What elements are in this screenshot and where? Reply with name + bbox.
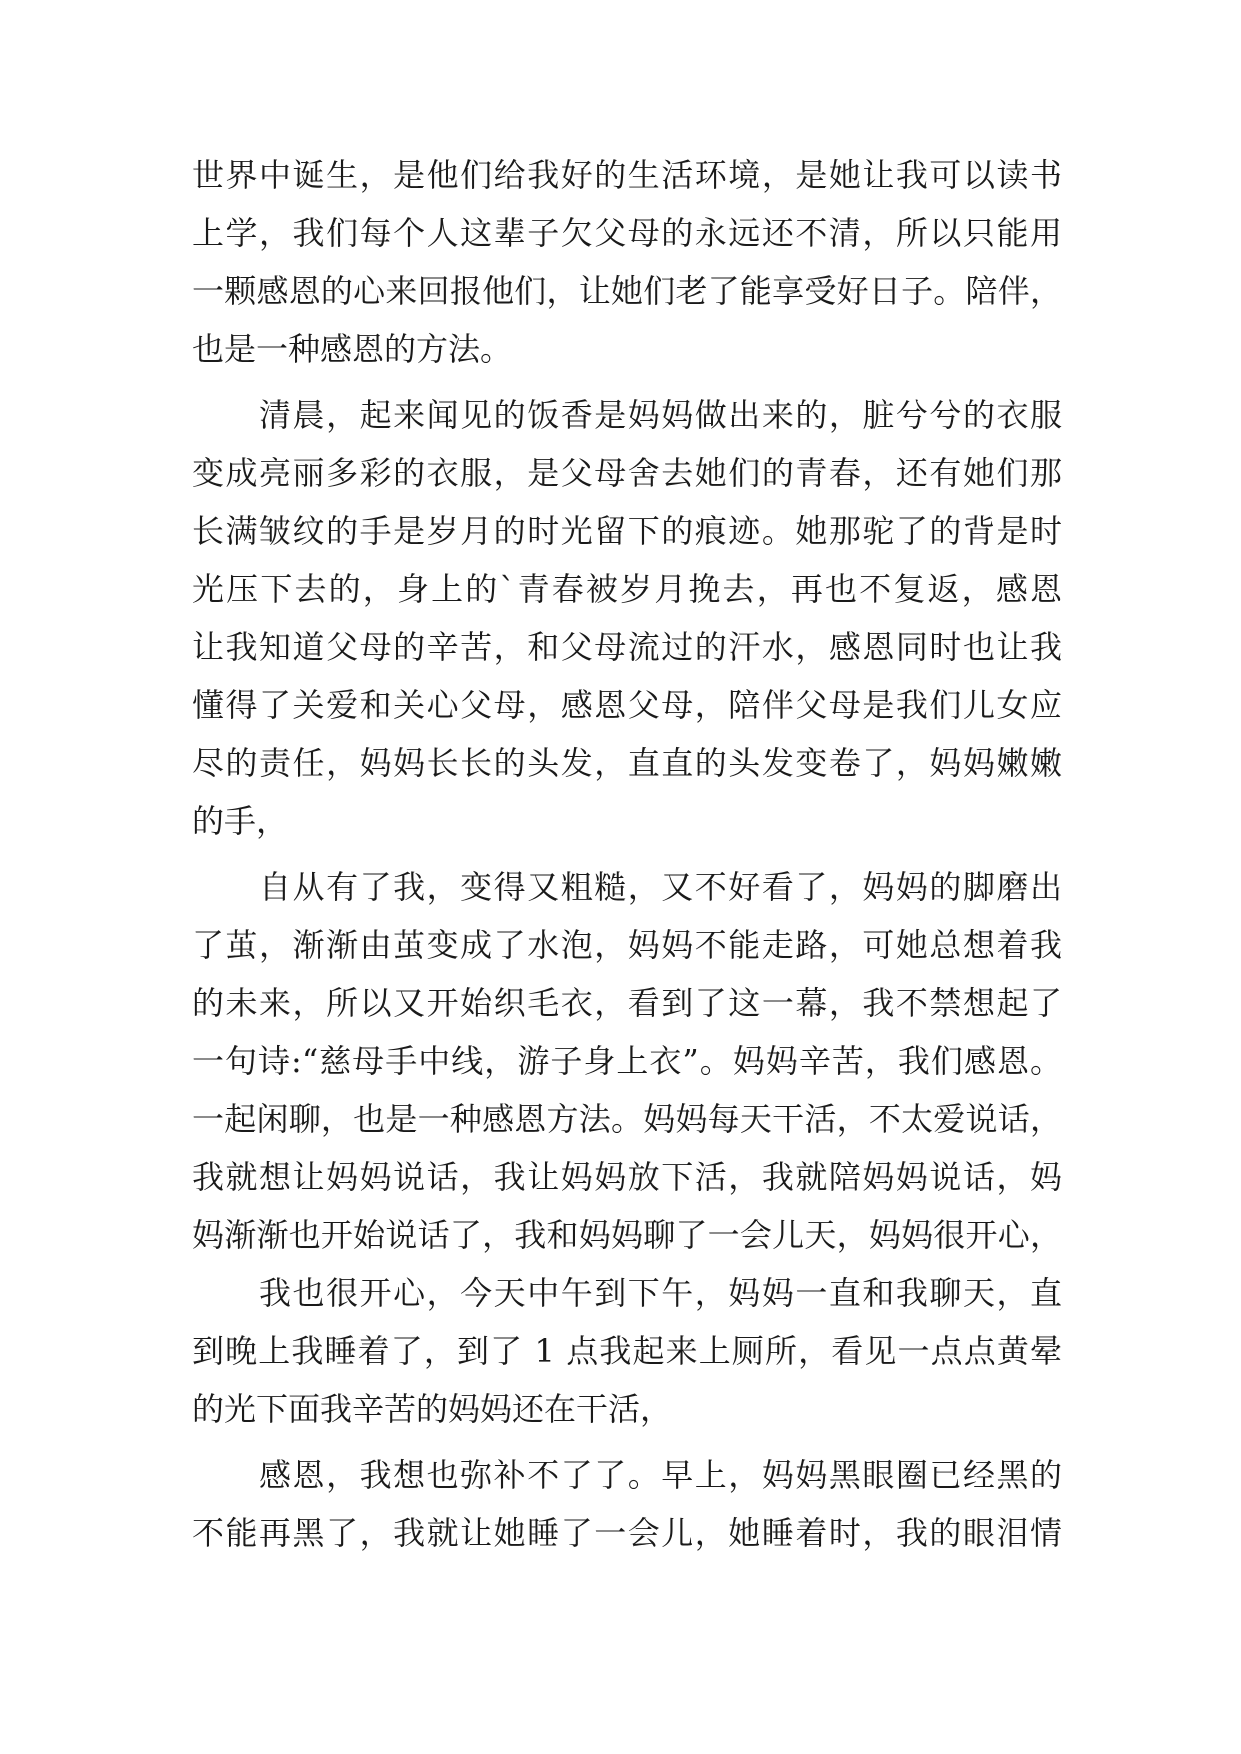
text-line: 长满皱纹的手是岁月的时光留下的痕迹。她那驼了的背是时 — [192, 512, 1062, 550]
text-line: 感恩，我想也弥补不了了。早上，妈妈黑眼圈已经黑的 — [192, 1456, 1062, 1494]
text-line: 的光下面我辛苦的妈妈还在干活， — [192, 1390, 673, 1428]
text-line: 的未来，所以又开始织毛衣，看到了这一幕，我不禁想起了 — [192, 984, 1062, 1022]
text-line: 一颗感恩的心来回报他们，让她们老了能享受好日子。陪伴， — [192, 272, 1062, 310]
paragraph — [192, 1264, 1062, 1438]
paragraph-gap — [192, 378, 1062, 386]
text-line: 上学，我们每个人这辈子欠父母的永远还不清，所以只能用 — [192, 214, 1062, 252]
paragraph-gap — [192, 850, 1062, 858]
paragraph — [192, 858, 1062, 1264]
text-line: 自从有了我，变得又粗糙，又不好看了，妈妈的脚磨出 — [192, 868, 1062, 906]
text-line: 也是一种感恩的方法。 — [192, 330, 513, 368]
text-line: 一起闲聊，也是一种感恩方法。妈妈每天干活，不太爱说话， — [192, 1100, 1062, 1138]
text-line: 世界中诞生，是他们给我好的生活环境，是她让我可以读书 — [192, 156, 1062, 194]
document-body — [192, 146, 1062, 1562]
text-line: 的手， — [192, 802, 289, 840]
text-line: 了茧，渐渐由茧变成了水泡，妈妈不能走路，可她总想着我 — [192, 926, 1062, 964]
text-line: 我也很开心，今天中午到下午，妈妈一直和我聊天，直 — [192, 1274, 1062, 1312]
text-line: 到晚上我睡着了，到了 1 点我起来上厕所，看见一点点黄晕 — [192, 1332, 1062, 1370]
paragraph — [192, 146, 1062, 378]
paragraph — [192, 1446, 1062, 1562]
paragraph — [192, 386, 1062, 850]
paragraph-gap — [192, 1438, 1062, 1446]
text-line: 我就想让妈妈说话，我让妈妈放下活，我就陪妈妈说话，妈 — [192, 1158, 1062, 1196]
text-line: 尽的责任，妈妈长长的头发，直直的头发变卷了，妈妈嫩嫩 — [192, 744, 1062, 782]
text-line: 清晨，起来闻见的饭香是妈妈做出来的，脏兮兮的衣服 — [192, 396, 1062, 434]
text-line: 不能再黑了，我就让她睡了一会儿，她睡着时，我的眼泪情 — [192, 1514, 1062, 1552]
text-line: 妈渐渐也开始说话了，我和妈妈聊了一会儿天，妈妈很开心， — [192, 1216, 1062, 1254]
text-line: 让我知道父母的辛苦，和父母流过的汗水，感恩同时也让我 — [192, 628, 1062, 666]
text-line: 变成亮丽多彩的衣服，是父母舍去她们的青春，还有她们那 — [192, 454, 1062, 492]
text-line: 一句诗:“慈母手中线，游子身上衣”。妈妈辛苦，我们感恩。 — [192, 1042, 1062, 1080]
text-line: 懂得了关爱和关心父母，感恩父母，陪伴父母是我们儿女应 — [192, 686, 1062, 724]
text-line: 光压下去的，身上的`青春被岁月挽去，再也不复返，感恩 — [192, 570, 1062, 608]
